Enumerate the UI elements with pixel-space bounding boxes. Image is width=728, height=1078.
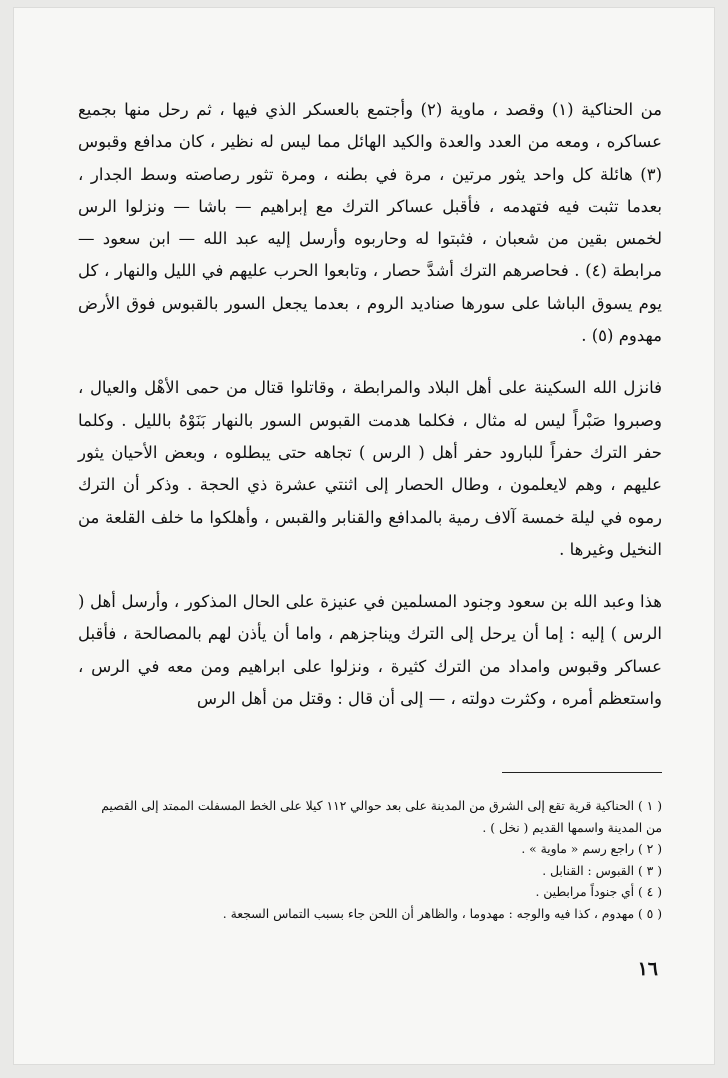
footnote-3: ( ٣ ) القبوس : القنابل .: [542, 863, 662, 878]
paragraph-1: من الحناكية (١) وقصد ، ماوية (٢) وأجتمع بالعسكر الذي فيها ، ثم رحل منها بجميع عساكره ، ومعه من العدد والعدة والكيد الهائل مما ليس له نظير ، كان مدافع وقبوس (٣) هائلة كل واحد يثور مرتين ، مرة في بطنه ، ومرة تثور رصاصته وسط الجدار ، بعدما تثبت فيه فتهدمه ، فأقبل عساكر الترك مع إبراهيم — باشا — ونزلوا الرس لخمس بقين من شعبان ، فثبتوا له وحاربوه وأرسل إليه عبد الله — ابن سعود — مرابطة (٤) . فحاصرهم الترك أشدَّ حصار ، وتابعوا الحرب عليهم في الليل والنهار ، كل يوم يسوق الباشا على سورها صناديد الروم ، بعدما يجعل السور بالقبوس فوق الأرض مهدوم (٥) .: [78, 100, 662, 346]
footnote-separator: [502, 772, 662, 773]
footnote-2: ( ٢ ) راجع رسم « ماوية » .: [521, 842, 662, 857]
footnotes: [86, 796, 662, 926]
footnote-5: ( ٥ ) مهدوم ، كذا فيه والوجه : مهدوما ، والظاهر أن اللحن جاء بسبب التماس السجعة .: [222, 906, 662, 921]
main-text: [78, 94, 662, 715]
paragraph-3: هذا وعبد الله بن سعود وجنود المسلمين في عنيزة على الحال المذكور ، وأرسل أهل ( الرس ) إليه : إما أن يرحل إلى الترك ويناجزهم ، واما أن يأذن لهم بالمصالحة ، فأقبل عساكر وقبوس وامداد من الترك كثيرة ، ونزلوا على ابراهيم ومن معه في الرس ، واستعظم أمره ، وكثرت دولته ، — إلى أن قال : وقتل من أهل الرس: [78, 592, 662, 709]
footnote-1: ( ١ ) الحناكية قرية تقع إلى الشرق من المدينة على بعد حوالي ١١٢ كيلا على الخط المسفلت الممتد إلى القصيم من المدينة واسمها القديم ( نخل ) .: [101, 799, 662, 835]
book-page: [14, 8, 714, 1064]
footnote-4: ( ٤ ) أي جنوداً مرابطين .: [535, 885, 662, 900]
paragraph-2: فانزل الله السكينة على أهل البلاد والمرابطة ، وقاتلوا قتال من حمى الأهْل والعيال ، وصبروا صَبْراً ليس له مثال ، فكلما هدمت القبوس السور بالنهار بَنَوْهُ بالليل . وكلما حفر الترك حفراً للبارود حفر أهل ( الرس ) تجاهه حتى يبطلوه ، وبعض الأحيان يثور عليهم ، وهم لايعلمون ، وطال الحصار إلى اثنتي عشرة ذي الحجة . وذكر أن الترك رموه في ليلة خمسة آلاف رمية بالمدافع والقنابر والقبس ، وأهلكوا ما خلف القلعة من النخيل وغيرها .: [78, 378, 662, 559]
page-number: ١٦: [637, 958, 658, 980]
